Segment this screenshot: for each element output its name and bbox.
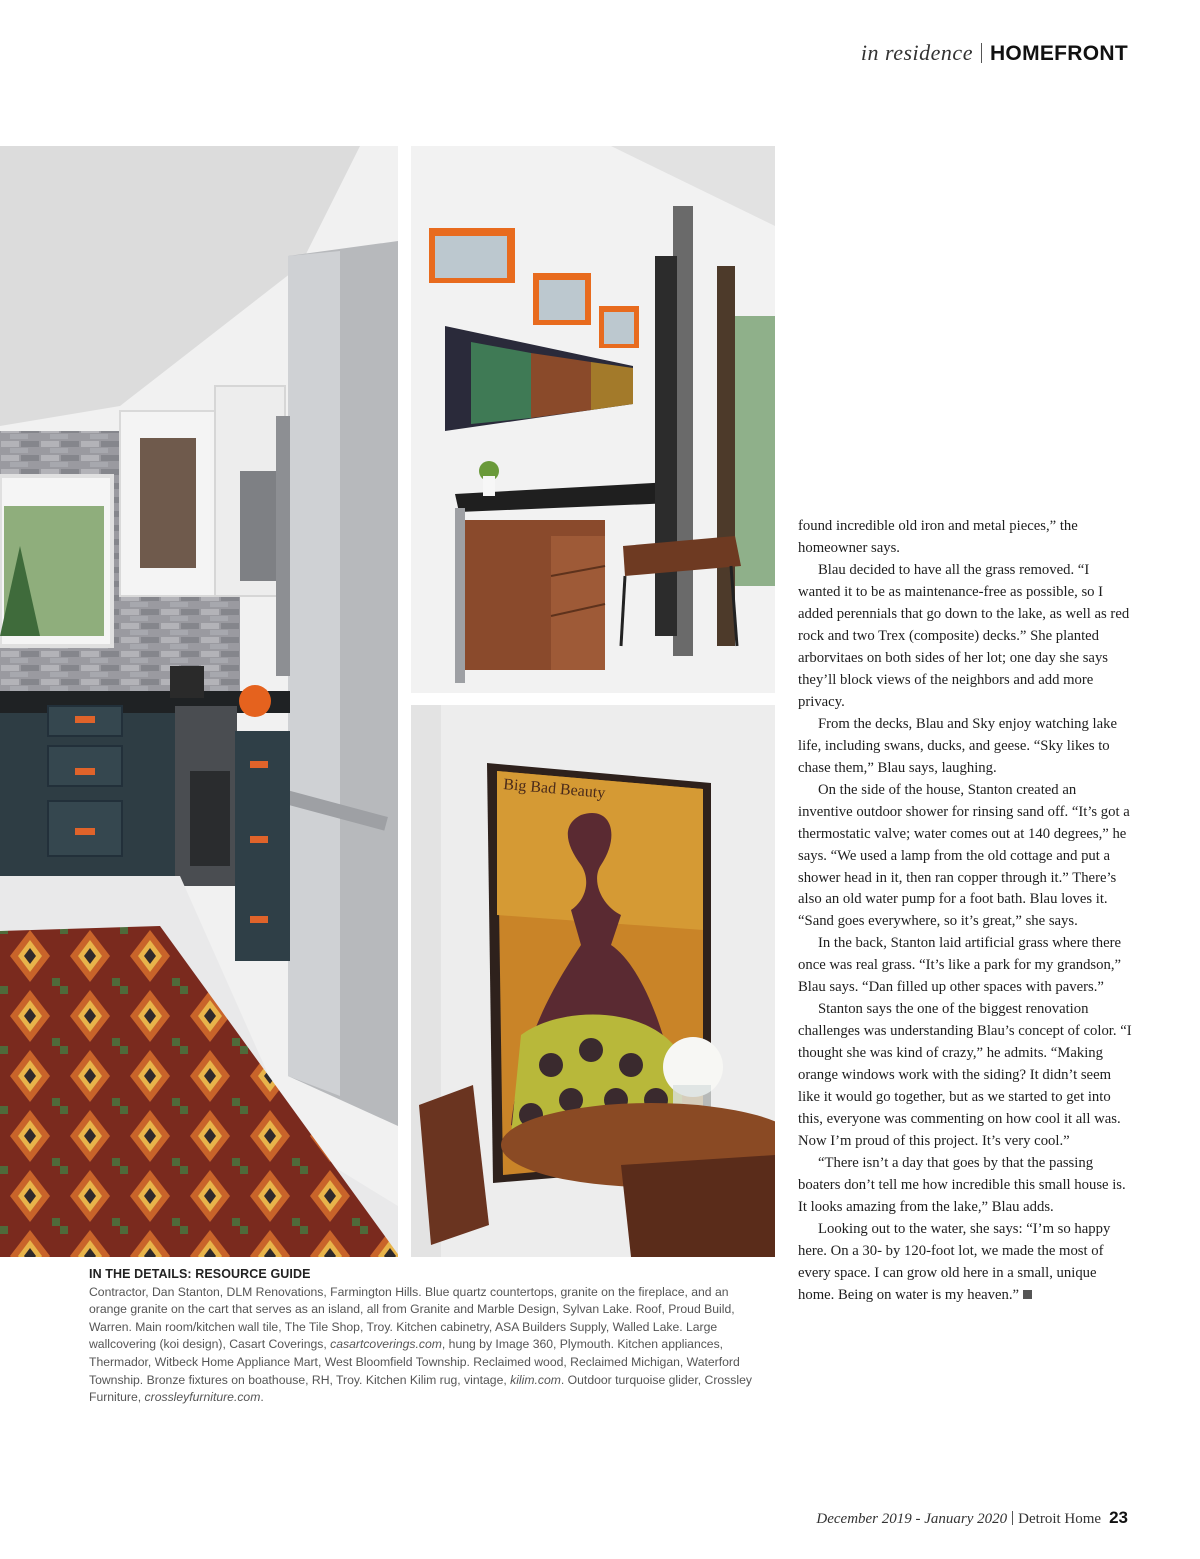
page-number: 23 [1109,1508,1128,1527]
caption-title: IN THE DETAILS: RESOURCE GUIDE [89,1267,311,1281]
caption-text-2: , hung by Image 360, Plymouth. Kitchen appliances, Thermador, Witbeck Home Appliance Mart, West Bloomfield Township. Reclaimed wood, Reclaimed Michigan, Waterford Township. Bronze fixtures on boathouse, RH, Troy. Kitchen Kilim rug, vintage, [89,1337,740,1387]
crossley-link: crossleyfurniture.com [144,1390,261,1405]
artwork-title-text: Big Bad Beauty [502,776,606,802]
caption-text-3: . Outdoor turquoise glider, Crossley Furniture, [89,1372,752,1405]
issue-date: December 2019 - January 2020 [816,1511,1008,1527]
end-mark-icon [1023,1290,1032,1299]
last-paragraph [798,1219,1134,1307]
footer-divider [1012,1511,1013,1525]
running-header [861,40,1128,66]
section-title: HOMEFRONT [989,42,1128,65]
caption-text-1: Contractor, Dan Stanton, DLM Renovations, Farmington Hills. Blue quartz countertops, granite on the fireplace, and an orange granite on the cart that serves as an island, all from Granite and Marble Design, Sylvan Lake. Roof, Proud Build, Warren. Main room/kitchen wall tile, The Tile Shop, Troy. Kitchen cabinetry, ASA Builders Supply, Walled Lake. Large wallcovering (koi design), Casart Coverings, [89,1284,735,1352]
casart-link: casartcoverings.com [330,1337,442,1352]
paragraph: Blau decided to have all the grass removed. “I wanted it to be as maintenance-free as possible, so I added perennials that go down to the lake, as well as red rock and two Trex (composite) decks.” She planted arborvitaes on both sides of her lot; one day she says they’ll block views of the neighbors and add more privacy. [798,561,1130,710]
article-body [798,516,1134,1307]
kilim-link: kilim.com [510,1372,561,1387]
paragraph: found incredible old iron and metal pieces,” the homeowner says. [798,518,1078,556]
magazine-name: Detroit Home [1018,1511,1102,1527]
resource-guide-caption [89,1266,769,1407]
caption-body [89,1284,769,1407]
paragraph: “There isn’t a day that goes by that the passing boaters don’t tell me how incredible this small house is. It looks amazing from the lake,” Blau adds. [798,1155,1126,1216]
paragraph: Stanton says the one of the biggest renovation challenges was understanding Blau’s concept of color. “I thought she was kind of crazy,” he admits. “Making orange windows work with the siding? It didn’t seem like it would go together, but as we started to get into this, everyone was commenting on how cool it all was. Now I’m proud of this project. It’s very cool.” [798,1001,1132,1150]
page-footer [816,1508,1128,1528]
caption-text-4: . [260,1390,264,1405]
paragraph: On the side of the house, Stanton created an inventive outdoor shower for rinsing sand off. “It’s got a thermostatic valve; water comes out at 140 degrees,” he says. “We used a lamp from the old cottage and put a shower head in it, then ran copper through it.” There’s also an old water pump for a foot bath. Blau loves it. “Sand goes everywhere, so it’s great,” she says. [798,781,1130,930]
paragraph: In the back, Stanton laid artificial grass where there once was real grass. “It’s like a park for my grandson,” Blau says. “Dan filled up other spaces with pavers.” [798,935,1122,996]
last-paragraph-text: Looking out to the water, she says: “I’m so happy here. On a 30- by 120-foot lot, we made the most of every space. I can grow old here in a small, unique home. Being on water is my heaven.” [798,1221,1111,1303]
office-nook-photo [411,146,775,693]
kitchen-photo [0,146,398,1257]
dining-artwork-photo [411,705,775,1257]
header-divider [981,43,982,63]
paragraph: From the decks, Blau and Sky enjoy watching lake life, including swans, ducks, and geese. “Sky likes to chase them,” Blau says, laughing. [798,715,1117,776]
section-label: in residence [860,40,973,65]
